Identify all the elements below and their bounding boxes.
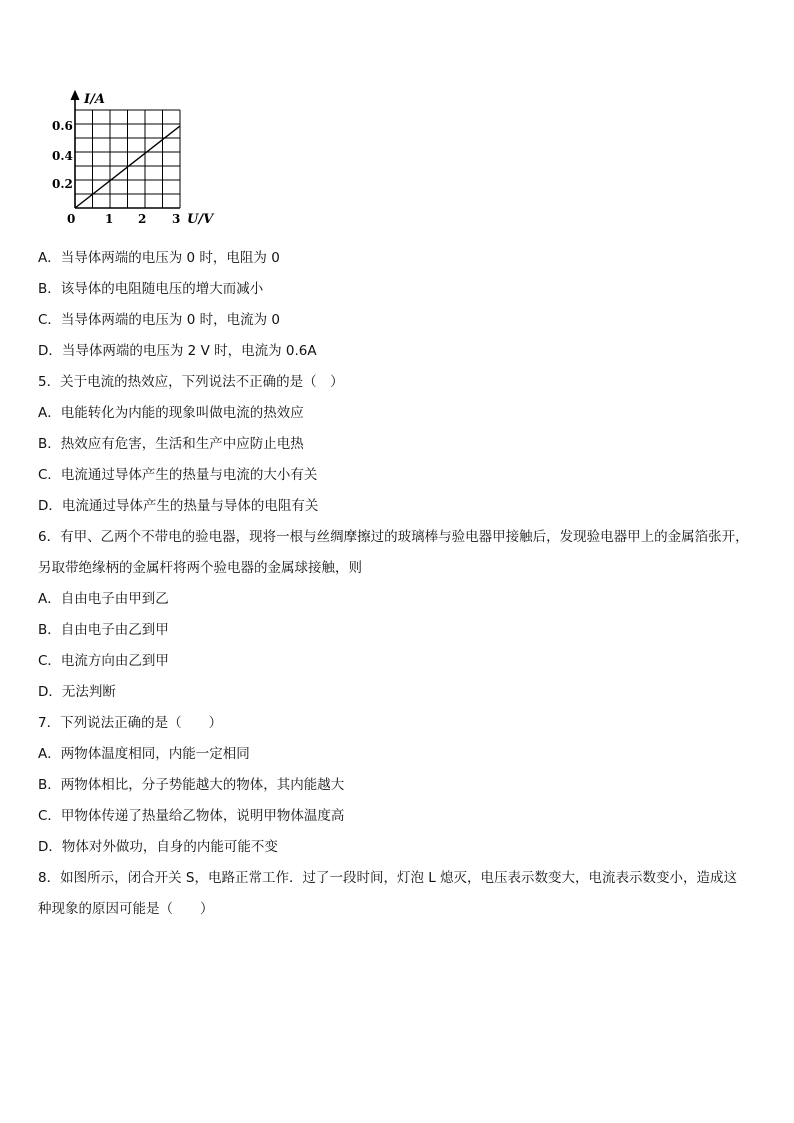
q7-option-a: A．两物体温度相同，内能一定相同 bbox=[38, 746, 250, 762]
q7-option-c: C．甲物体传递了热量给乙物体，说明甲物体温度高 bbox=[38, 808, 345, 824]
graph-grid bbox=[75, 110, 180, 208]
x-tick-label: 1 bbox=[105, 212, 114, 226]
q6-option-d: D．无法判断 bbox=[38, 684, 116, 700]
q7-option-b: B．两物体相比，分子势能越大的物体，其内能越大 bbox=[38, 777, 345, 793]
q4-option-b: B．该导体的电阻随电压的增大而减小 bbox=[38, 281, 264, 297]
x-tick-label: 3 bbox=[172, 212, 181, 226]
x-tick-label: 2 bbox=[138, 212, 147, 226]
q8-stem-line2: 种现象的原因可能是（ ） bbox=[38, 901, 214, 917]
q6-option-a: A．自由电子由甲到乙 bbox=[38, 591, 169, 607]
q6-option-b: B．自由电子由乙到甲 bbox=[38, 622, 169, 638]
q6-stem-line1: 6．有甲、乙两个不带电的验电器，现将一根与丝绸摩擦过的玻璃棒与验电器甲接触后，发现验电器甲上的金属箔张开， bbox=[38, 529, 749, 545]
origin-label: 0 bbox=[67, 212, 76, 226]
y-tick-label: 0.4 bbox=[52, 149, 73, 163]
q7-option-d: D．物体对外做功，自身的内能可能不变 bbox=[38, 839, 278, 855]
q7-stem: 7．下列说法正确的是（ ） bbox=[38, 715, 223, 731]
q4-option-c: C．当导体两端的电压为 0 时，电流为 0 bbox=[38, 312, 280, 328]
q4-option-d: D．当导体两端的电压为 2 V 时，电流为 0.6A bbox=[38, 343, 317, 359]
y-axis-label: I/A bbox=[84, 92, 105, 107]
q6-option-c: C．电流方向由乙到甲 bbox=[38, 653, 169, 669]
q5-option-d: D．电流通过导体产生的热量与导体的电阻有关 bbox=[38, 498, 319, 514]
q5-option-c: C．电流通过导体产生的热量与电流的大小有关 bbox=[38, 467, 318, 483]
q5-stem: 5．关于电流的热效应，下列说法不正确的是（ ） bbox=[38, 374, 344, 390]
q8-stem-line1: 8．如图所示，闭合开关 S，电路正常工作．过了一段时间，灯泡 L 熄灭，电压表示数变大，电流表示数变小，造成这 bbox=[38, 870, 738, 886]
current-voltage-graph bbox=[48, 86, 238, 230]
question-text bbox=[38, 243, 778, 925]
x-axis-label: U/V bbox=[187, 212, 214, 227]
q4-option-a: A．当导体两端的电压为 0 时，电阻为 0 bbox=[38, 250, 280, 266]
y-tick-label: 0.6 bbox=[52, 119, 73, 133]
q6-stem-line2: 另取带绝缘柄的金属杆将两个验电器的金属球接触，则 bbox=[38, 560, 362, 576]
q5-option-a: A．电能转化为内能的现象叫做电流的热效应 bbox=[38, 405, 304, 421]
y-tick-label: 0.2 bbox=[52, 177, 73, 191]
q5-option-b: B．热效应有危害，生活和生产中应防止电热 bbox=[38, 436, 304, 452]
iu-chart bbox=[48, 86, 238, 230]
